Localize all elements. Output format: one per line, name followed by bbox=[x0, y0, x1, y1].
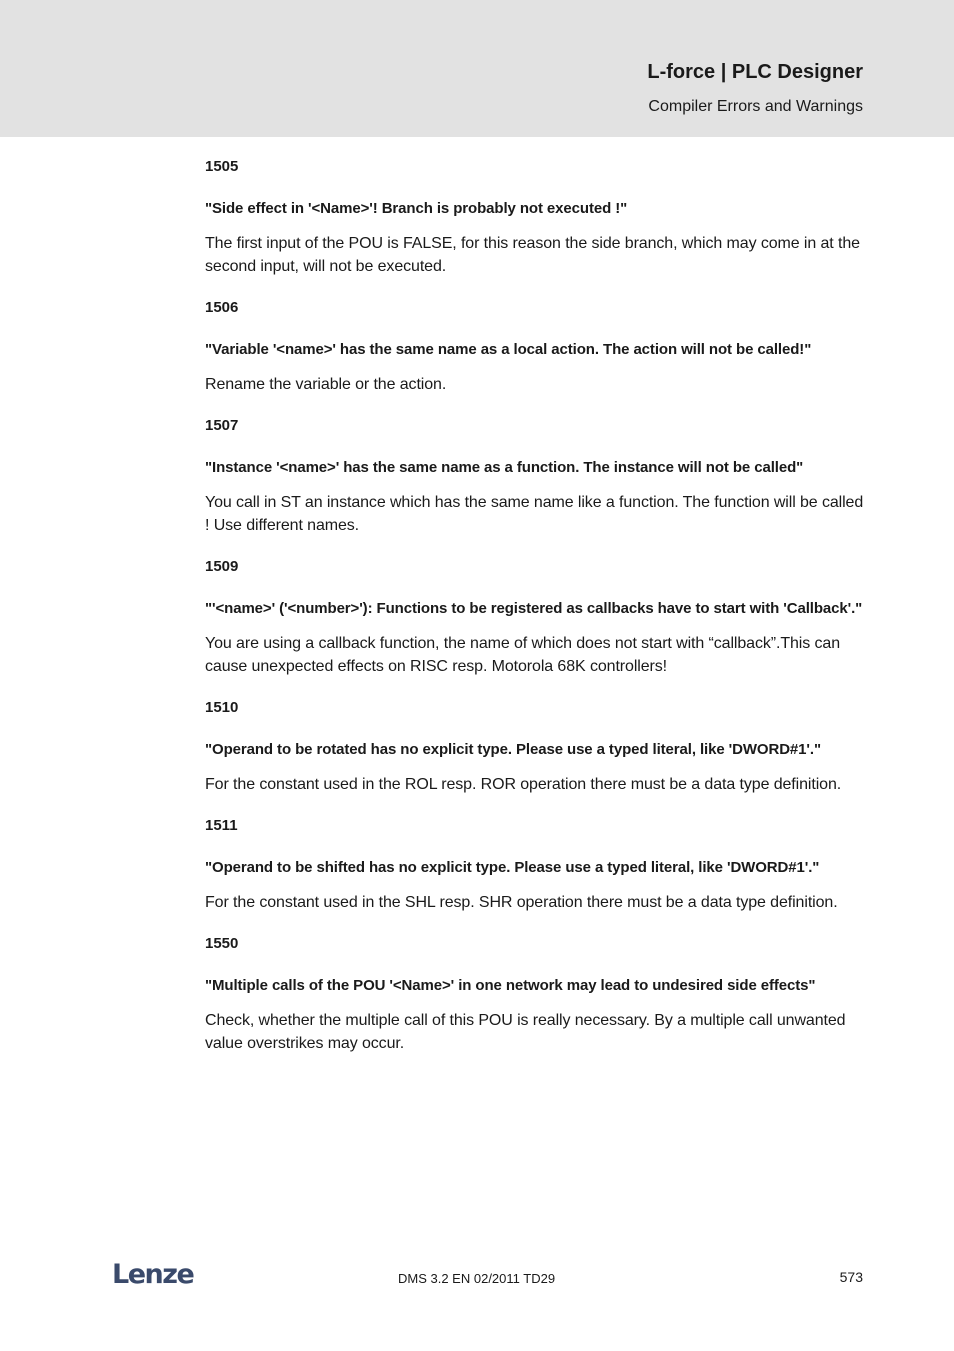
error-code: 1511 bbox=[205, 817, 238, 834]
entry-1511 bbox=[205, 815, 870, 914]
entry-1507 bbox=[205, 415, 870, 537]
error-message: "Multiple calls of the POU '<Name>' in one network may lead to undesired side effects" bbox=[205, 977, 816, 994]
error-code: 1509 bbox=[205, 558, 239, 575]
error-description: You are using a callback function, the name of which does not start with “callback”.This can cause unexpected effects on RISC resp. Motorola 68K controllers! bbox=[205, 635, 840, 675]
error-code: 1510 bbox=[205, 699, 239, 716]
entry-1509 bbox=[205, 556, 870, 678]
header-title: L-force | PLC Designer bbox=[647, 61, 863, 83]
page-number: 573 bbox=[839, 1269, 863, 1285]
error-message: "Side effect in '<Name>'! Branch is probably not executed !" bbox=[205, 200, 628, 217]
error-description: Rename the variable or the action. bbox=[205, 376, 447, 393]
error-description: Check, whether the multiple call of this POU is really necessary. By a multiple call unwanted value overstrikes may occur. bbox=[205, 1012, 846, 1052]
error-description: The first input of the POU is FALSE, for this reason the side branch, which may come in at the second input, will not be executed. bbox=[205, 235, 860, 275]
error-message: "Instance '<name>' has the same name as a function. The instance will not be called" bbox=[205, 459, 804, 476]
error-code: 1507 bbox=[205, 417, 239, 434]
error-message: "Operand to be rotated has no explicit type. Please use a typed literal, like 'DWORD#1'." bbox=[205, 741, 821, 758]
error-description: You call in ST an instance which has the same name like a function. The function will be called ! Use different names. bbox=[205, 494, 864, 534]
lenze-logo: Lenze bbox=[112, 1259, 194, 1290]
document-id: DMS 3.2 EN 02/2011 TD29 bbox=[398, 1271, 556, 1286]
entry-1505 bbox=[205, 156, 870, 278]
main-content bbox=[205, 156, 870, 1074]
error-code: 1550 bbox=[205, 935, 239, 952]
error-description: For the constant used in the SHL resp. SHR operation there must be a data type definition. bbox=[205, 894, 838, 911]
error-message: "Operand to be shifted has no explicit type. Please use a typed literal, like 'DWORD#1'." bbox=[205, 859, 820, 876]
error-message: "'<name>' ('<number>'): Functions to be registered as callbacks have to start with 'Callback'." bbox=[205, 600, 863, 617]
error-description: For the constant used in the ROL resp. ROR operation there must be a data type definition. bbox=[205, 776, 842, 793]
header-subtitle: Compiler Errors and Warnings bbox=[648, 98, 863, 115]
error-code: 1505 bbox=[205, 158, 239, 175]
error-message: "Variable '<name>' has the same name as a local action. The action will not be called!" bbox=[205, 341, 812, 358]
entry-1506 bbox=[205, 297, 870, 396]
page-header bbox=[0, 0, 954, 137]
entry-1550 bbox=[205, 933, 870, 1055]
error-code: 1506 bbox=[205, 299, 239, 316]
entry-1510 bbox=[205, 697, 870, 796]
